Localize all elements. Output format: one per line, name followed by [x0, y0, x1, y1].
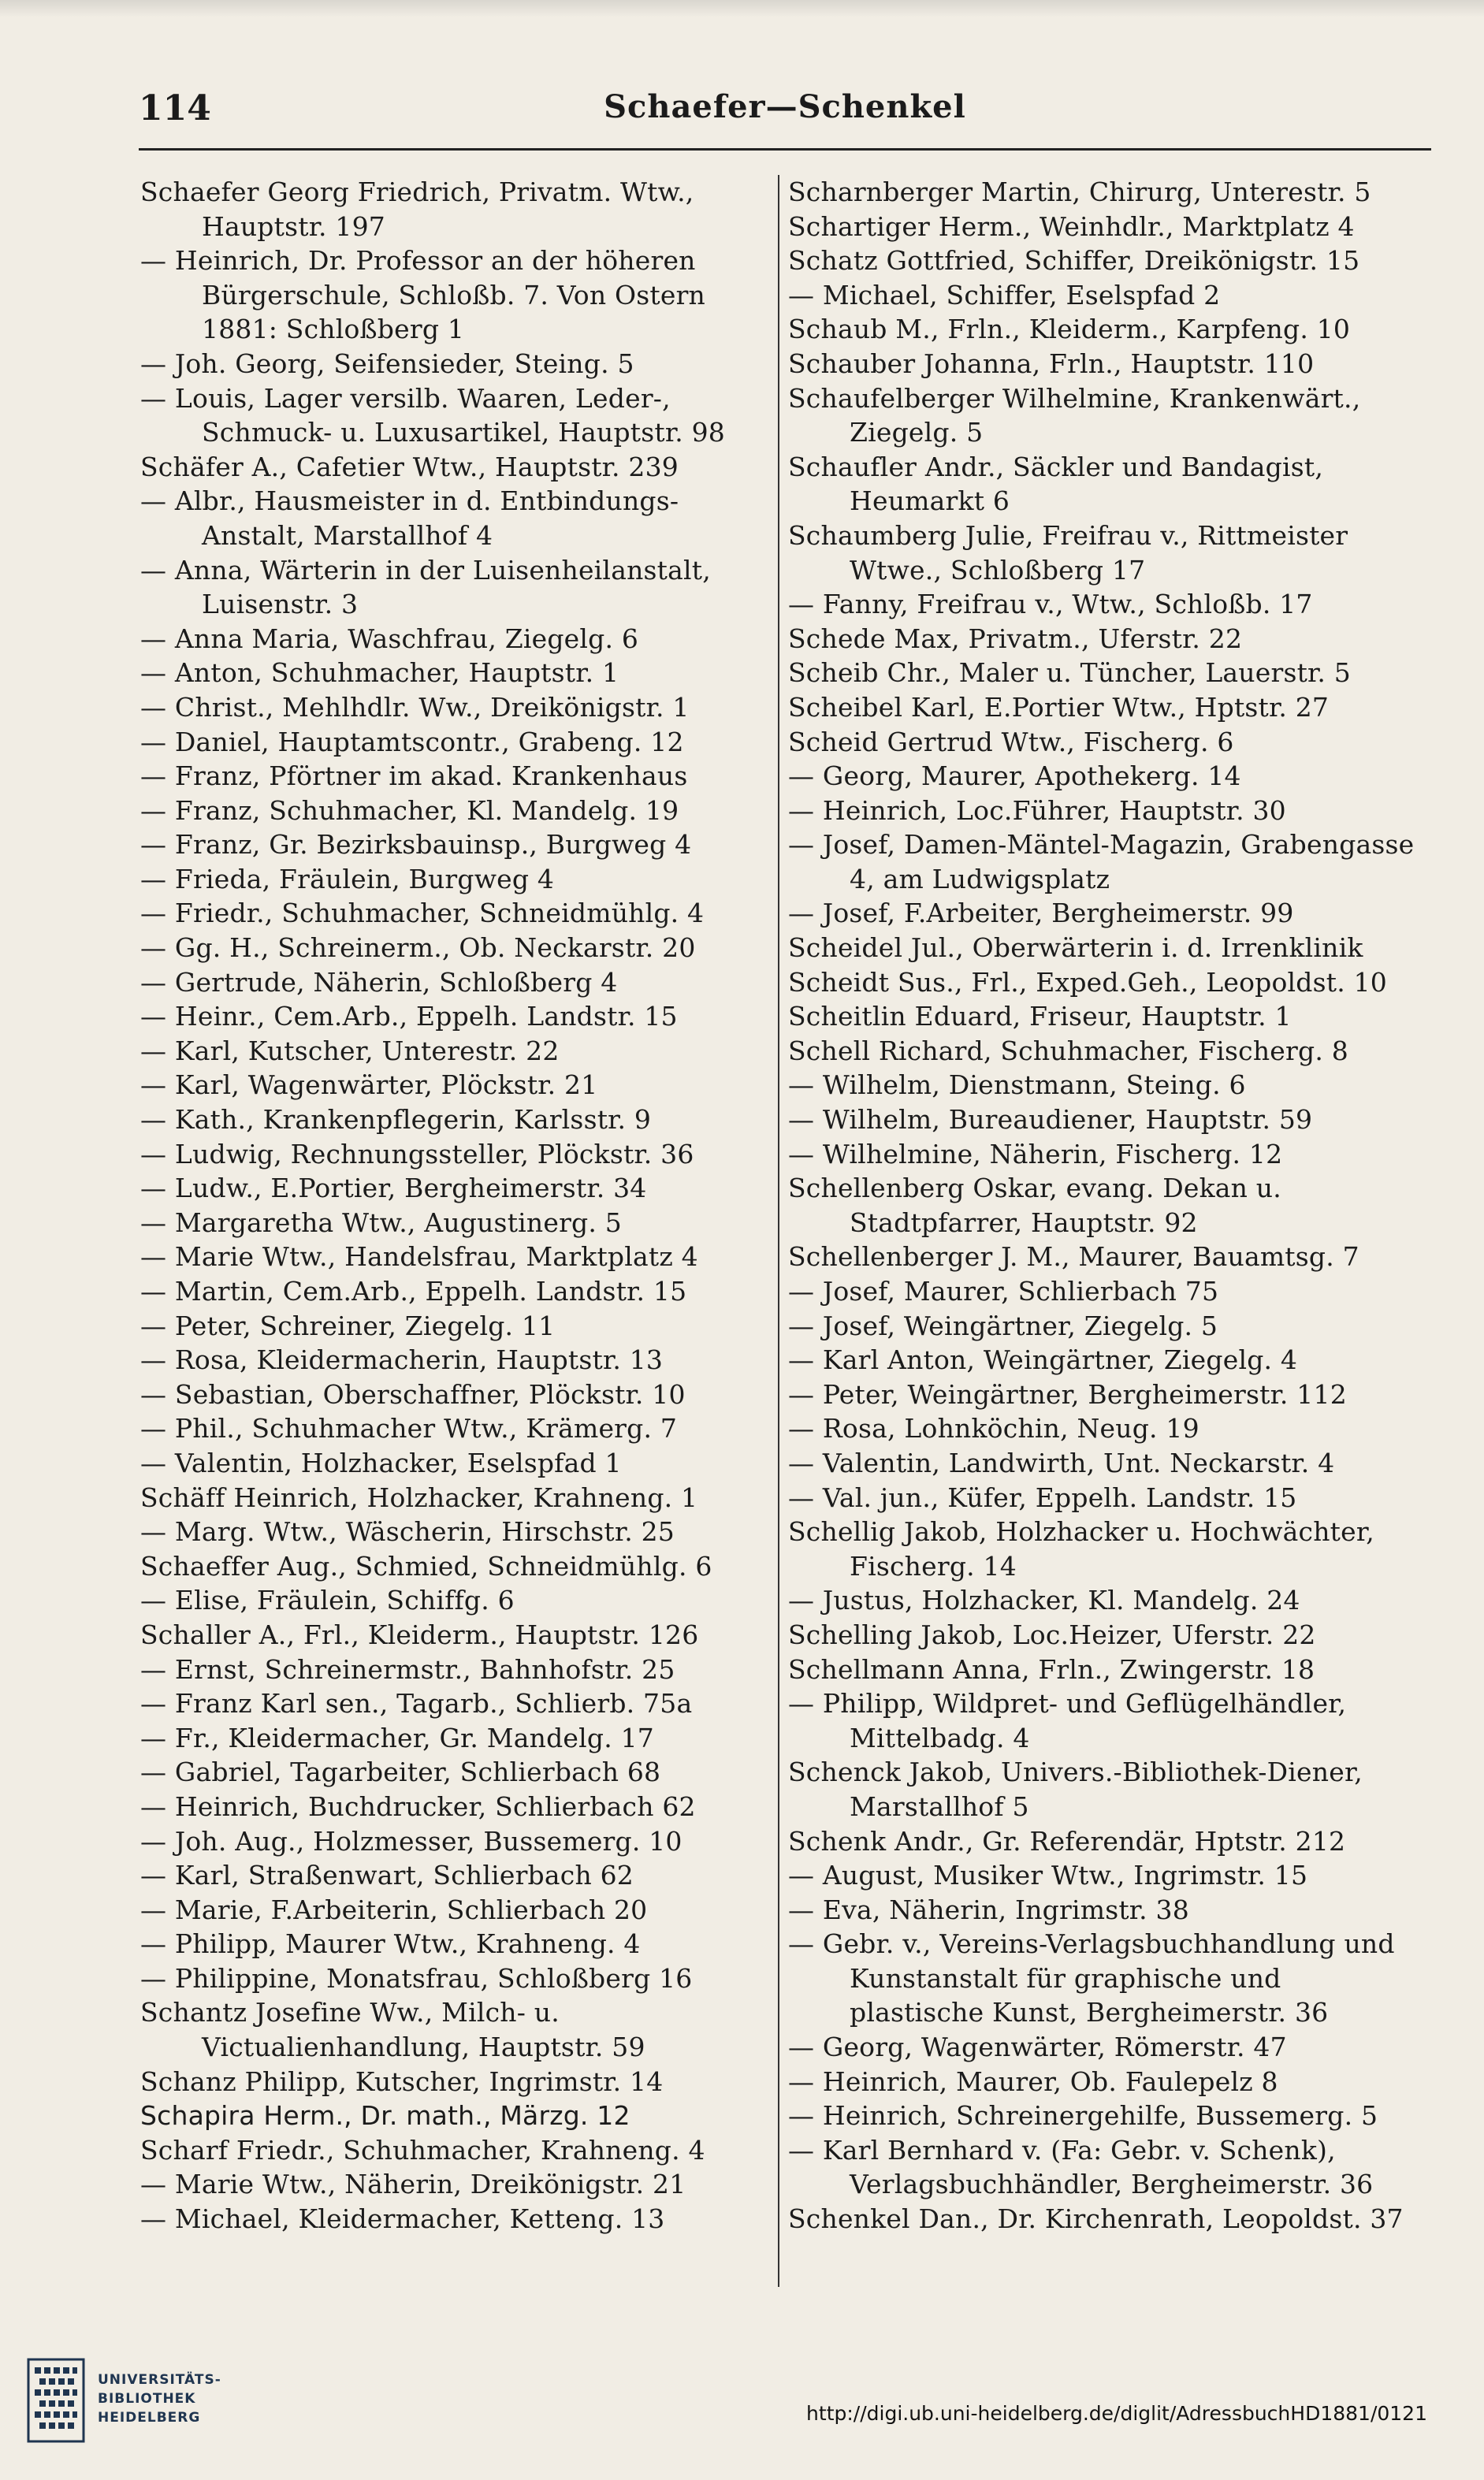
- directory-entry: — Albr., Hausmeister in d. Entbindungs-Anstalt, Marstallhof 4: [140, 485, 679, 551]
- directory-entry: Schaeffer Aug., Schmied, Schneidmühlg. 6: [140, 1550, 712, 1582]
- directory-entry: Schaub M., Frln., Kleiderm., Karpfeng. 10: [788, 314, 1351, 345]
- directory-entry: — Heinrich, Loc.Führer, Hauptstr. 30: [788, 794, 1286, 826]
- directory-entry: — Margaretha Wtw., Augustinerg. 5: [140, 1207, 622, 1238]
- directory-entry: — Franz, Schuhmacher, Kl. Mandelg. 19: [140, 794, 679, 826]
- directory-entry: — Phil., Schuhmacher Wtw., Krämerg. 7: [140, 1413, 678, 1444]
- directory-entry: — Franz Karl sen., Tagarb., Schlierb. 75a: [140, 1688, 693, 1720]
- directory-entry: — Fr., Kleidermacher, Gr. Mandelg. 17: [140, 1722, 654, 1753]
- library-logo: [25, 2347, 221, 2457]
- directory-entry: Scharnberger Martin, Chirurg, Unterestr. 5: [788, 177, 1371, 207]
- directory-entry: — Martin, Cem.Arb., Eppelh. Landstr. 15: [140, 1276, 687, 1307]
- directory-entry: — Karl, Straßenwart, Schlierbach 62: [140, 1860, 634, 1891]
- directory-entry: — Christ., Mehlhdlr. Ww., Dreikönigstr. 1: [140, 691, 690, 723]
- directory-entry: Scheib Chr., Maler u. Tüncher, Lauerstr. 5: [788, 657, 1351, 689]
- logo-line: BIBLIOTHEK: [98, 2391, 196, 2407]
- directory-entry: Schanz Philipp, Kutscher, Ingrimstr. 14: [140, 2065, 664, 2097]
- column-divider: [778, 175, 779, 2287]
- directory-entry: — Wilhelm, Bureaudiener, Hauptstr. 59: [788, 1104, 1313, 1136]
- directory-entry: — Anton, Schuhmacher, Hauptstr. 1: [140, 657, 619, 689]
- directory-entry: — Gertrude, Näherin, Schloßberg 4: [140, 966, 618, 998]
- directory-entry: — Peter, Schreiner, Ziegelg. 11: [140, 1310, 556, 1341]
- page-header: [139, 88, 1431, 136]
- directory-entry: Schell Richard, Schuhmacher, Fischerg. 8: [788, 1035, 1348, 1066]
- directory-entry: — Joh. Georg, Seifensieder, Steing. 5: [140, 348, 634, 379]
- directory-entry: — Louis, Lager versilb. Waaren, Leder-, Schmuck- u. Luxusartikel, Hauptstr. 98: [140, 382, 725, 448]
- directory-entry: — Michael, Schiffer, Eselspfad 2: [788, 279, 1221, 310]
- directory-entry: — Joh. Aug., Holzmesser, Bussemerg. 10: [140, 1825, 682, 1857]
- scan-edge: [0, 0, 1484, 17]
- logo-line: HEIDELBERG: [98, 2410, 201, 2426]
- directory-entry: — Heinrich, Maurer, Ob. Faulepelz 8: [788, 2065, 1278, 2097]
- directory-entry: — Georg, Maurer, Apothekerg. 14: [788, 760, 1241, 792]
- directory-entry: Schaller A., Frl., Kleiderm., Hauptstr. 126: [140, 1619, 699, 1650]
- directory-entry: Schellenberger J. M., Maurer, Bauamtsg. 7: [788, 1241, 1359, 1273]
- directory-entry: — Marg. Wtw., Wäscherin, Hirschstr. 25: [140, 1516, 675, 1548]
- directory-entry: — Josef, F.Arbeiter, Bergheimerstr. 99: [788, 898, 1294, 929]
- directory-entry: — Ludw., E.Portier, Bergheimerstr. 34: [140, 1173, 647, 1204]
- right-column: [788, 175, 1419, 2236]
- directory-entry: Schellmann Anna, Frln., Zwingerstr. 18: [788, 1653, 1315, 1685]
- left-column: [140, 175, 771, 2236]
- directory-entry: — Josef, Weingärtner, Ziegelg. 5: [788, 1310, 1218, 1341]
- directory-entry: Schauber Johanna, Frln., Hauptstr. 110: [788, 348, 1315, 379]
- directory-entry: — Heinrich, Dr. Professor an der höheren Bürgerschule, Schloßb. 7. Von Ostern 1881: Schloßberg 1: [140, 245, 706, 345]
- directory-entry: — Franz, Gr. Bezirksbauinsp., Burgweg 4: [140, 829, 692, 861]
- directory-entry: Scheidt Sus., Frl., Exped.Geh., Leopoldst. 10: [788, 966, 1387, 998]
- directory-entry: — Michael, Kleidermacher, Ketteng. 13: [140, 2203, 665, 2235]
- directory-entry: — Marie, F.Arbeiterin, Schlierbach 20: [140, 1894, 648, 1925]
- directory-entry: — Wilhelmine, Näherin, Fischerg. 12: [788, 1138, 1283, 1169]
- directory-entry: Schelling Jakob, Loc.Heizer, Uferstr. 22: [788, 1619, 1316, 1650]
- directory-entry: — Philippine, Monatsfrau, Schloßberg 16: [140, 1962, 693, 1994]
- directory-entry: Schaumberg Julie, Freifrau v., Rittmeister Wtwe., Schloßberg 17: [788, 519, 1348, 586]
- directory-entry: Schaefer Georg Friedrich, Privatm. Wtw., Hauptstr. 197: [140, 177, 694, 242]
- directory-entry: — Sebastian, Oberschaffner, Plöckstr. 10: [140, 1378, 686, 1410]
- directory-entry: — Heinrich, Buchdrucker, Schlierbach 62: [140, 1790, 696, 1822]
- directory-entry: Schapira Herm., Dr. math., Märzg. 12: [140, 2100, 630, 2132]
- directory-entry: — Gebr. v., Vereins-Verlagsbuchhandlung und Kunstanstalt für graphische und plastische Kunst, Bergheimerstr. 36: [788, 1928, 1395, 2028]
- library-seal-icon: [25, 2356, 87, 2445]
- directory-entry: Schäff Heinrich, Holzhacker, Krahneng. 1: [140, 1482, 698, 1513]
- directory-entry: — Karl, Wagenwärter, Plöckstr. 21: [140, 1069, 598, 1101]
- directory-entry: Schellig Jakob, Holzhacker u. Hochwächter, Fischerg. 14: [788, 1516, 1374, 1582]
- directory-entry: — Philipp, Wildpret- und Geflügelhändler, Mittelbadg. 4: [788, 1688, 1347, 1753]
- directory-entry: — Josef, Damen-Mäntel-Magazin, Grabengasse 4, am Ludwigsplatz: [788, 829, 1415, 894]
- directory-entry: — Wilhelm, Dienstmann, Steing. 6: [788, 1069, 1246, 1101]
- directory-entry: — Heinrich, Schreinergehilfe, Bussemerg. 5: [788, 2100, 1378, 2132]
- directory-entry: — Philipp, Maurer Wtw., Krahneng. 4: [140, 1928, 641, 1960]
- directory-entry: — Josef, Maurer, Schlierbach 75: [788, 1276, 1219, 1307]
- directory-entry: — Rosa, Kleidermacherin, Hauptstr. 13: [140, 1344, 664, 1376]
- running-head: Schaefer—Schenkel: [604, 88, 966, 125]
- directory-entry: — Elise, Fräulein, Schiffg. 6: [140, 1585, 515, 1616]
- header-rule: [139, 148, 1431, 151]
- directory-entry: — August, Musiker Wtw., Ingrimstr. 15: [788, 1860, 1308, 1891]
- directory-entry: — Karl Bernhard v. (Fa: Gebr. v. Schenk), Verlagsbuchhändler, Bergheimerstr. 36: [788, 2134, 1374, 2200]
- directory-entry: — Gabriel, Tagarbeiter, Schlierbach 68: [140, 1757, 661, 1788]
- directory-entry: — Val. jun., Küfer, Eppelh. Landstr. 15: [788, 1482, 1297, 1513]
- directory-entry: — Peter, Weingärtner, Bergheimerstr. 112: [788, 1378, 1347, 1410]
- directory-entry: Schenk Andr., Gr. Referendär, Hptstr. 212: [788, 1825, 1346, 1857]
- directory-entry: — Friedr., Schuhmacher, Schneidmühlg. 4: [140, 898, 705, 929]
- directory-entry: — Franz, Pförtner im akad. Krankenhaus: [140, 760, 688, 792]
- directory-entry: — Justus, Holzhacker, Kl. Mandelg. 24: [788, 1585, 1300, 1616]
- source-url-link[interactable]: http://digi.ub.uni-heidelberg.de/diglit/AdressbuchHD1881/0121: [806, 2402, 1427, 2425]
- directory-entry: — Gg. H., Schreinerm., Ob. Neckarstr. 20: [140, 932, 696, 964]
- directory-entry: — Valentin, Landwirth, Unt. Neckarstr. 4: [788, 1447, 1335, 1478]
- directory-entry: Schantz Josefine Ww., Milch- u. Victualienhandlung, Hauptstr. 59: [140, 1997, 645, 2063]
- directory-entry: Schatz Gottfried, Schiffer, Dreikönigstr. 15: [788, 245, 1360, 277]
- directory-entry: — Daniel, Hauptamtscontr., Grabeng. 12: [140, 726, 684, 757]
- directory-entry: — Marie Wtw., Handelsfrau, Marktplatz 4: [140, 1241, 698, 1273]
- directory-entry: — Karl Anton, Weingärtner, Ziegelg. 4: [788, 1344, 1298, 1376]
- directory-entry: Schede Max, Privatm., Uferstr. 22: [788, 623, 1243, 654]
- page-number: 114: [139, 88, 211, 128]
- directory-entry: Schäfer A., Cafetier Wtw., Hauptstr. 239: [140, 451, 679, 482]
- directory-entry: — Anna, Wärterin in der Luisenheilanstalt, Luisenstr. 3: [140, 554, 711, 620]
- directory-entry: — Fanny, Freifrau v., Wtw., Schloßb. 17: [788, 589, 1313, 620]
- directory-entry: — Heinr., Cem.Arb., Eppelh. Landstr. 15: [140, 1001, 678, 1032]
- directory-entry: Scheid Gertrud Wtw., Fischerg. 6: [788, 726, 1234, 757]
- directory-entry: — Ludwig, Rechnungssteller, Plöckstr. 36: [140, 1138, 694, 1169]
- directory-entry: — Georg, Wagenwärter, Römerstr. 47: [788, 2032, 1287, 2063]
- directory-entry: — Kath., Krankenpflegerin, Karlsstr. 9: [140, 1104, 652, 1136]
- directory-entry: Scharf Friedr., Schuhmacher, Krahneng. 4: [140, 2134, 705, 2166]
- directory-entry: — Ernst, Schreinermstr., Bahnhofstr. 25: [140, 1653, 675, 1685]
- directory-entry: — Anna Maria, Waschfrau, Ziegelg. 6: [140, 623, 639, 654]
- directory-entry: Scheitlin Eduard, Friseur, Hauptstr. 1: [788, 1001, 1292, 1032]
- directory-entry: Schaufelberger Wilhelmine, Krankenwärt., Ziegelg. 5: [788, 382, 1361, 448]
- directory-entry: — Eva, Näherin, Ingrimstr. 38: [788, 1894, 1189, 1925]
- directory-entry: Scheibel Karl, E.Portier Wtw., Hptstr. 27: [788, 691, 1330, 723]
- directory-entry: — Frieda, Fräulein, Burgweg 4: [140, 863, 555, 894]
- logo-line: UNIVERSITÄTS-: [98, 2372, 221, 2388]
- directory-entry: Schaufler Andr., Säckler und Bandagist, Heumarkt 6: [788, 451, 1324, 517]
- directory-entry: — Marie Wtw., Näherin, Dreikönigstr. 21: [140, 2169, 686, 2200]
- directory-entry: Schellenberg Oskar, evang. Dekan u. Stadtpfarrer, Hauptstr. 92: [788, 1173, 1281, 1238]
- directory-entry: Scheidel Jul., Oberwärterin i. d. Irrenklinik: [788, 932, 1363, 964]
- directory-entry: — Karl, Kutscher, Unterestr. 22: [140, 1035, 560, 1066]
- library-logo-text: [98, 2370, 221, 2427]
- directory-entry: — Rosa, Lohnköchin, Neug. 19: [788, 1413, 1199, 1444]
- directory-entry: Schenck Jakob, Univers.-Bibliothek-Diener, Marstallhof 5: [788, 1757, 1363, 1822]
- directory-entry: — Valentin, Holzhacker, Eselspfad 1: [140, 1447, 622, 1478]
- directory-entry: Schenkel Dan., Dr. Kirchenrath, Leopoldst. 37: [788, 2203, 1404, 2235]
- directory-entry: Schartiger Herm., Weinhdlr., Marktplatz 4: [788, 210, 1355, 242]
